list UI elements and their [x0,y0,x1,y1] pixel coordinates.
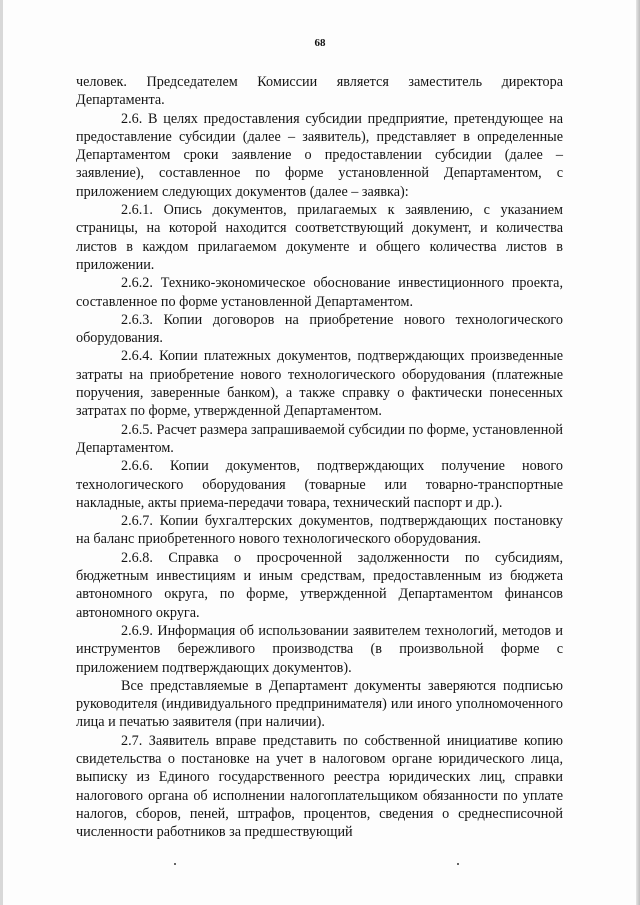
paragraph-2-7: 2.7. Заявитель вправе представить по собственной инициативе копию свидетельства о постановке на учет в налоговом органе юридического лица, выписку из Единого государственного реестра юридических лиц, справки налогового органа об исполнении налогоплательщиком обязанности по уплате налогов, сборов, пеней, штрафов, процентов, сведения о среднесписочной численности работников за предшествующий [76,732,563,841]
paragraph-2-6-3: 2.6.3. Копии договоров на приобретение нового технологического оборудования. [76,311,563,347]
scan-speck [174,863,176,865]
paragraph-2-6-1: 2.6.1. Опись документов, прилагаемых к заявлению, с указанием страницы, на которой находится соответствующий документ, и количества листов в каждом прилагаемом документе и общего количества листов в приложении. [76,202,563,273]
paragraph-certification: Все представляемые в Департамент документы заверяются подписью руководителя (индивидуального предпринимателя) или иного уполномоченного лица и печатью заявителя (при наличии). [76,677,563,731]
paragraph-2-6-8: 2.6.8. Справка о просроченной задолженности по субсидиям, бюджетным инвестициям и иным средствам, предоставленным из бюджета автономного округа, по форме, утвержденной Департаментом финансов автономного округа. [76,549,563,621]
paragraph-2-6-2: 2.6.2. Технико-экономическое обоснование инвестиционного проекта, составленное по форме установленной Департаментом. [76,275,563,310]
page-number: 68 [314,37,326,49]
paragraph-2-6-4: 2.6.4. Копии платежных документов, подтверждающих произведенные затраты на приобретение нового технологического оборудования (платежные поручения, заверенные банком), а также справку о фактически понесенных затратах по форме, утвержденной Департаментом. [76,348,563,420]
paragraph-2-6-5: 2.6.5. Расчет размера запрашиваемой субсидии по форме, установленной Департаментом. [76,421,563,456]
scan-edge-left [0,0,3,905]
paragraph-2-6: 2.6. В целях предоставления субсидии предприятие, претендующее на предоставление субсидии (далее – заявитель), представляет в определенные Департаментом сроки заявление о предоставлении субсидии (далее – заявление), составленное по форме установленной Департаментом, с приложением следующих документов (далее – заявка): [76,110,563,200]
paragraph-2-6-9: 2.6.9. Информация об использовании заявителем технологий, методов и инструментов бережливого производства (в произвольной форме с приложением подтверждающих документов). [76,622,563,676]
document-body [76,73,563,841]
scan-edge-right [636,0,640,905]
paragraph-2-6-6: 2.6.6. Копии документов, подтверждающих получение нового технологического оборудования (товарные или товарно-транспортные накладные, акты приема-передачи товара, технический паспорт и др.). [76,458,563,511]
paragraph-continuation: человек. Председателем Комиссии является заместитель директора Департамента. [76,74,563,109]
scan-speck [457,863,459,865]
paragraph-2-6-7: 2.6.7. Копии бухгалтерских документов, подтверждающих постановку на баланс приобретенного нового технологического оборудования. [76,513,563,548]
